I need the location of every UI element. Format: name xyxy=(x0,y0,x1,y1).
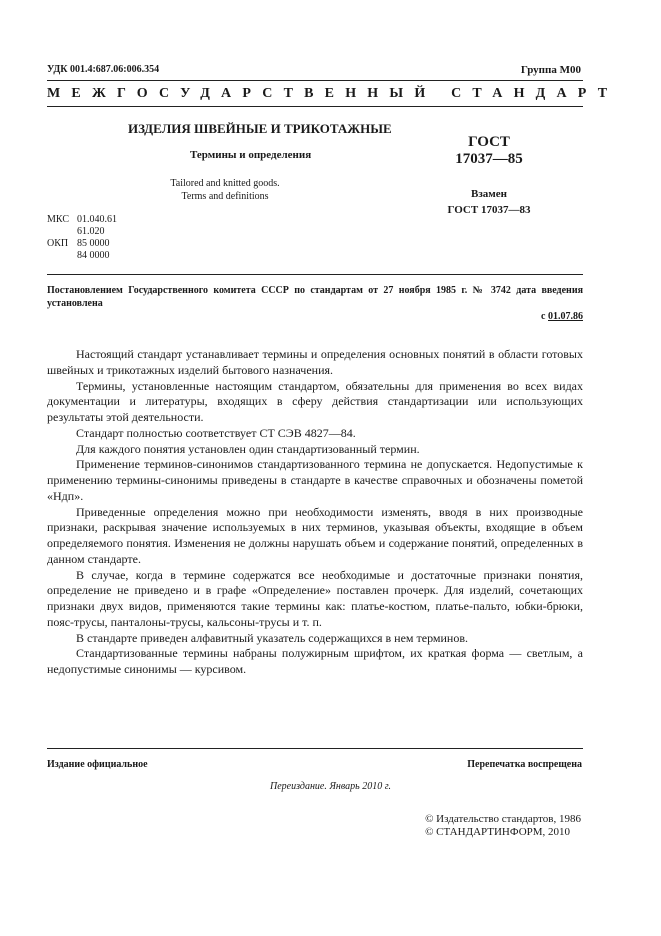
effective-date xyxy=(541,311,583,322)
code-value: 01.040.61 xyxy=(77,214,117,225)
group-code: Группа М00 xyxy=(520,64,581,76)
body-paragraph: Для каждого понятия установлен один стандартизованный термин. xyxy=(76,441,420,456)
code-row xyxy=(47,226,117,238)
code-key: МКС xyxy=(47,214,69,225)
document-subtitle: Термины и определения xyxy=(190,149,312,161)
standard-type-heading: МЕЖГОСУДАРСТВЕННЫЙ СТАНДАРТ xyxy=(47,86,619,101)
gost-label: ГОСТ xyxy=(468,134,510,150)
heading-rule xyxy=(47,106,583,107)
document-title: ИЗДЕЛИЯ ШВЕЙНЫЕ И ТРИКОТАЖНЫЕ xyxy=(128,121,392,136)
code-key xyxy=(47,226,77,238)
footer-rule xyxy=(47,748,583,749)
body-paragraph: Стандартизованные термины набраны полужирным шрифтом, их краткая форма — светлым, а недопустимые синонимы — курсивом. xyxy=(47,646,583,676)
code-key xyxy=(47,250,77,262)
body-paragraph: Термины, установленные настоящим стандартом, обязательны для применения во всех видах документации и литературы, входящих в сферу действия стандартизации или использующих результаты этой деятельности. xyxy=(47,378,583,424)
copyright-block xyxy=(425,813,581,839)
body-paragraph: В случае, когда в термине содержатся все необходимые и достаточные признаки понятия, определение не приведено и в графе «Определение» поставлен прочерк. Для изделий, сочетающих признаки двух видов, применяются такие термины как: платье-костюм, платье-пальто, юбки-брюки, пояс-трусы, панталоны-трусы, кальсоны-трусы и т. п. xyxy=(47,567,583,629)
english-title-line-1: Tailored and knitted goods. xyxy=(170,178,280,189)
copyright-line: © СТАНДАРТИНФОРМ, 2010 xyxy=(425,826,571,838)
code-row xyxy=(47,238,117,250)
code-row xyxy=(47,250,117,262)
top-rule xyxy=(47,80,583,81)
english-title xyxy=(130,177,320,203)
gost-designation xyxy=(440,134,538,168)
gost-number: 17037—85 xyxy=(455,151,523,167)
code-value: 61.020 xyxy=(77,226,105,237)
replaces-block xyxy=(430,186,548,218)
body-paragraph: Стандарт полностью соответствует СТ СЭВ 4827—84. xyxy=(76,425,356,440)
date-prefix: с xyxy=(541,311,546,322)
code-key: ОКП xyxy=(47,238,69,249)
document-body xyxy=(47,347,583,678)
classification-codes xyxy=(47,214,117,262)
body-paragraph: Приведенные определения можно при необходимости изменять, вводя в них производные признаки, раскрывая значение используемых в них терминов, указывая объекты, входящие в объем определяемого понятия. Изменения не должны нарушать объем и содержание понятий, определенных в данном стандарте. xyxy=(47,504,583,566)
date-value: 01.07.86 xyxy=(548,311,583,322)
english-title-line-2: Terms and definitions xyxy=(181,191,269,202)
decree-text: Постановлением Государственного комитета СССР по стандартам от 27 ноября 1985 г. № 3742 дата введения установлена xyxy=(47,285,583,309)
official-edition-label: Издание официальное xyxy=(47,759,148,770)
body-paragraph: Применение терминов-синонимов стандартизованного термина не допускается. Недопустимые к применению термины-синонимы приведены в стандарте в качестве справочных и обозначены пометой «Ндп». xyxy=(47,457,583,503)
replaces-standard: ГОСТ 17037—83 xyxy=(447,204,531,216)
copyright-line: © Издательство стандартов, 1986 xyxy=(425,813,581,825)
reprint-forbidden-label: Перепечатка воспрещена xyxy=(467,759,582,770)
body-paragraph: В стандарте приведен алфавитный указатель содержащихся в нем терминов. xyxy=(76,630,468,645)
body-paragraph: Настоящий стандарт устанавливает термины и определения основных понятий в области готовых швейных и трикотажных изделий бытового назначения. xyxy=(47,347,583,377)
code-row xyxy=(47,214,117,226)
reissue-note: Переиздание. Январь 2010 г. xyxy=(270,781,391,792)
code-value: 85 0000 xyxy=(77,238,110,249)
code-value: 84 0000 xyxy=(77,250,110,261)
decree-rule xyxy=(47,274,583,275)
replaces-label: Взамен xyxy=(471,188,507,200)
udk-code: УДК 001.4:687.06:006.354 xyxy=(47,64,160,75)
